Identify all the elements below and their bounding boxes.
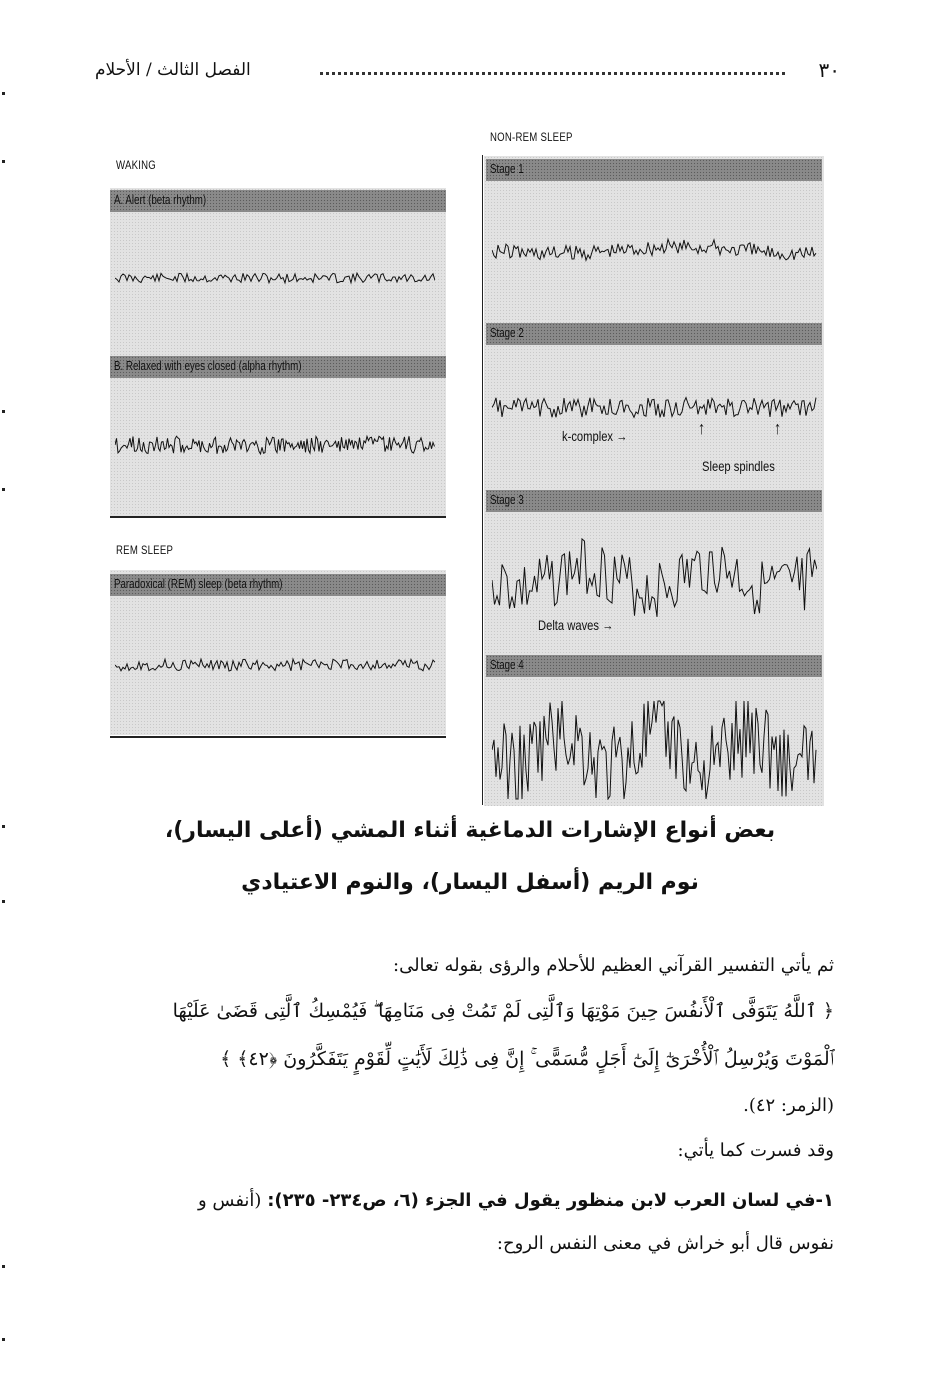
alert-wave <box>115 258 435 298</box>
verse-citation: (الزمر: ٤٢). <box>743 1095 834 1116</box>
stage3-label: Stage 3 <box>490 492 524 507</box>
running-header <box>95 58 840 88</box>
margin-mark <box>2 488 5 491</box>
spindles-annotation: Sleep spindles <box>702 458 775 474</box>
stage1-label: Stage 1 <box>490 161 524 176</box>
relaxed-wave <box>115 420 435 470</box>
stage4-label: Stage 4 <box>490 657 524 672</box>
item1-line2: نفوس قال أبو خراش في معنى النفس الروح: <box>496 1233 834 1254</box>
figure-caption-line2: نوم الريم (أسفل اليسار)، والنوم الاعتيادي <box>241 870 699 895</box>
nonrem-heading: NON-REM SLEEP <box>490 130 573 144</box>
stage2-label: Stage 2 <box>490 325 524 340</box>
spindle-arrow-1: ↑ <box>698 418 706 438</box>
stage3-bar <box>486 490 822 512</box>
alert-bar <box>110 190 446 212</box>
running-title: الفصل الثالث / الأحلام <box>95 60 251 80</box>
verse-line-1: ﴿ ٱللَّهُ يَتَوَفَّى ٱلْأَنفُسَ حِينَ مَوْتِهَا وَٱلَّتِى لَمْ تَمُتْ فِى مَنَامِهَا ۖ فَيُمْسِكُ ٱلَّتِى قَضَىٰ عَلَيْهَا <box>172 1000 834 1022</box>
explained-line: وقد فسرت كما يأتي: <box>677 1140 834 1161</box>
delta-annotation: Delta waves → <box>538 617 614 633</box>
relaxed-label: B. Relaxed with eyes closed (alpha rhythm) <box>114 358 302 373</box>
rem-wave <box>115 645 435 685</box>
kcomplex-annotation: k-complex → <box>562 428 628 444</box>
item1-line1 <box>114 1190 834 1211</box>
alert-label: A. Alert (beta rhythm) <box>114 192 207 207</box>
item1-bold: ١-في لسان العرب لابن منظور يقول في الجزء (٦، ص٢٣٤- ٢٣٥): <box>267 1190 834 1211</box>
stage1-bar <box>486 159 822 181</box>
waking-heading: WAKING <box>116 158 157 172</box>
stage2-bar <box>486 323 822 345</box>
stage4-wave <box>492 700 817 800</box>
margin-mark <box>2 900 5 903</box>
margin-mark <box>2 1265 5 1268</box>
relaxed-bar <box>110 356 446 378</box>
waking-divider <box>110 516 446 518</box>
intro-paragraph: ثم يأتي التفسير القرآني العظيم للأحلام والرؤى بقوله تعالى: <box>393 955 834 976</box>
stage2-wave <box>492 370 817 445</box>
stage4-bar <box>486 655 822 677</box>
rem-label: Paradoxical (REM) sleep (beta rhythm) <box>114 576 283 591</box>
spindle-arrow-2: ↑ <box>774 418 782 438</box>
margin-mark <box>2 160 5 163</box>
figure-caption-line1: بعض أنواع الإشارات الدماغية أثناء المشي (أعلى اليسار)، <box>164 818 776 843</box>
verse-line-2: ٱلْمَوْتَ وَيُرْسِلُ ٱلْأُخْرَىٰٓ إِلَىٰٓ أَجَلٍ مُّسَمًّى ۚ إِنَّ فِى ذَٰلِكَ لَأَيَٰتٍ لِّقَوْمٍ يَتَفَكَّرُونَ ﴿٤٢﴾ ﴾ <box>220 1048 834 1070</box>
rem-divider <box>110 736 446 738</box>
header-dotted-rule <box>320 72 785 75</box>
item1-rest: (أنفس و <box>197 1190 268 1211</box>
nonrem-border <box>482 155 483 805</box>
page-number: ٣٠ <box>818 58 840 82</box>
rem-heading: REM SLEEP <box>116 543 174 557</box>
margin-mark <box>2 1338 5 1341</box>
margin-mark <box>2 825 5 828</box>
stage3-wave <box>492 530 817 630</box>
margin-mark <box>2 410 5 413</box>
margin-mark <box>2 92 5 95</box>
rem-bar <box>110 574 446 596</box>
stage1-wave <box>492 225 817 275</box>
